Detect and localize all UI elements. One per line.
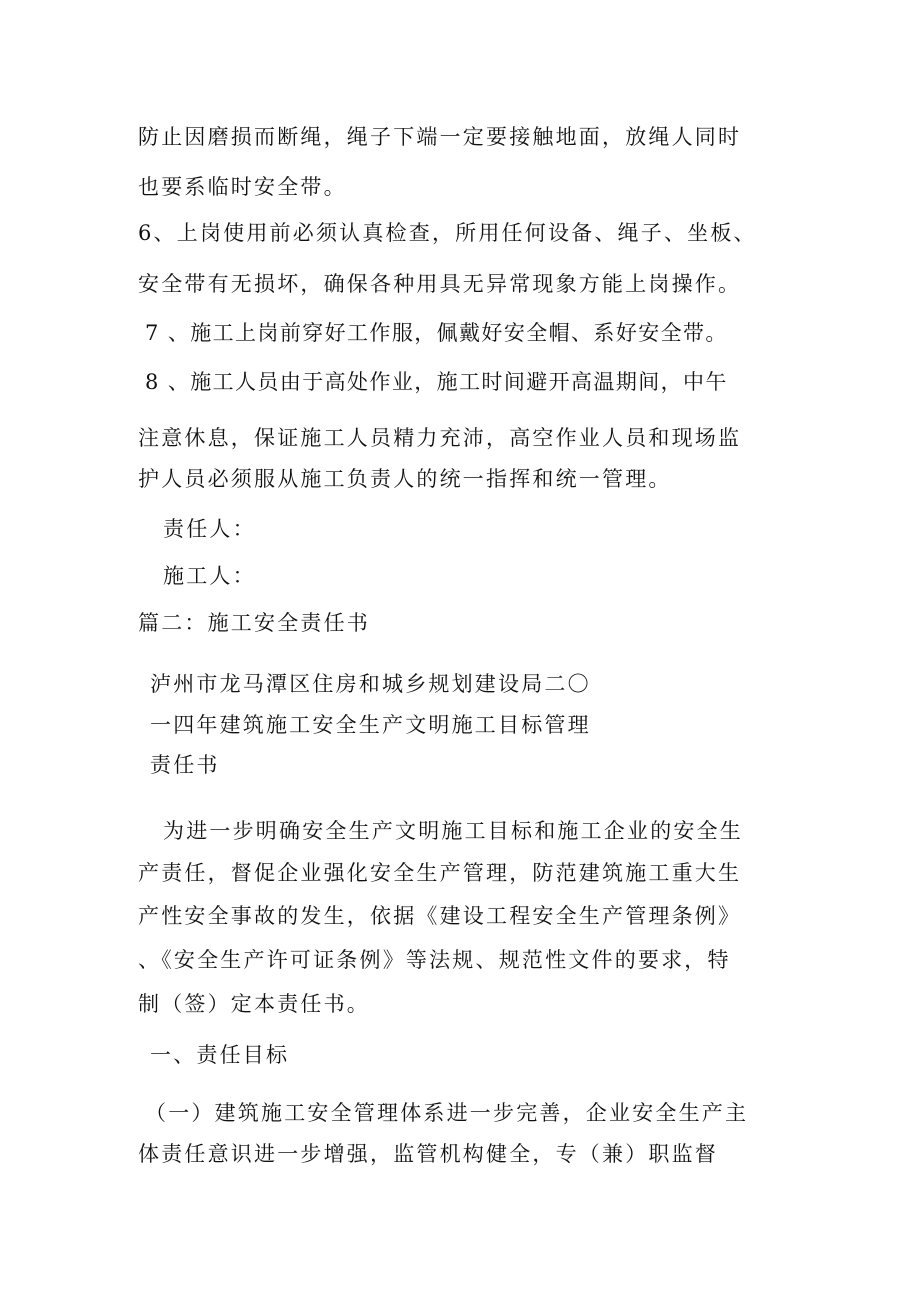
section-heading-part-two: 篇二：施工安全责任书 (138, 611, 370, 635)
responsible-person-label: 责任人： (163, 517, 256, 541)
paragraph-line-2: 也要系临时安全带。 (138, 175, 347, 199)
intro-paragraph-line-2: 产责任，督促企业强化安全生产管理，防范建筑施工重大生 (138, 861, 742, 885)
list-item-6-line-1: 6、上岗使用前必须认真检查，所用任何设备、绳子、坐板、 (138, 221, 757, 245)
list-item-8-line-2: 注意休息，保证施工人员精力充沛，高空作业人员和现场监 (138, 426, 742, 450)
doc-title-line-3: 责任书 (150, 753, 220, 777)
section-heading-goals: 一、责任目标 (150, 1043, 290, 1067)
list-item-6-line-2: 安全带有无损坏，确保各种用具无异常现象方能上岗操作。 (138, 272, 742, 296)
doc-title-line-2: 一四年建筑施工安全生产文明施工目标管理 (150, 713, 591, 737)
constructor-label: 施工人： (163, 564, 256, 588)
list-item-8-line-1: 8 、施工人员由于高处作业，施工时间避开高温期间，中午 (145, 370, 728, 394)
intro-paragraph-line-5: 制（签）定本责任书。 (138, 992, 370, 1016)
intro-paragraph-line-3: 产性安全事故的发生，依据《建设工程安全生产管理条例》 (138, 904, 742, 928)
goal-item-1-line-2: 体责任意识进一步增强，监管机构健全，专（兼）职监督 (138, 1142, 718, 1166)
list-item-8-line-3: 护人员必须服从施工负责人的统一指挥和统一管理。 (138, 467, 672, 491)
intro-paragraph-line-1: 为进一步明确安全生产文明施工目标和施工企业的安全生 (163, 819, 743, 843)
list-item-7: 7 、施工上岗前穿好工作服，佩戴好安全帽、系好安全带。 (145, 321, 728, 345)
doc-title-line-1: 泸州市龙马潭区住房和城乡规划建设局二〇 (150, 672, 591, 696)
goal-item-1-line-1: （一）建筑施工安全管理体系进一步完善，企业安全生产主 (145, 1101, 749, 1125)
paragraph-line-1: 防止因磨损而断绳，绳子下端一定要接触地面，放绳人同时 (138, 125, 742, 149)
intro-paragraph-line-4: 、《安全生产许可证条例》等法规、规范性文件的要求，特 (138, 948, 731, 972)
